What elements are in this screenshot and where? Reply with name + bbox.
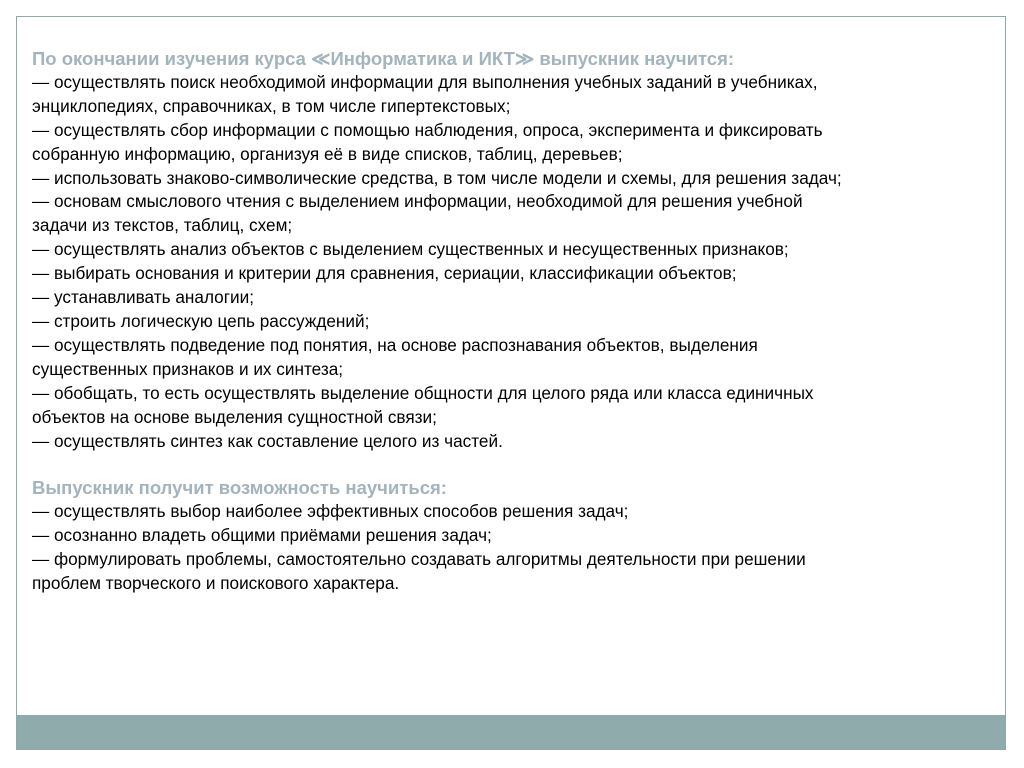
section2-line: — осуществлять выбор наиболее эффективных способов решения задач;: [32, 501, 629, 522]
section1-line: — устанавливать аналогии;: [32, 287, 254, 308]
section2-line: проблем творческого и поискового характера.: [32, 573, 400, 594]
slide-content: [32, 47, 994, 596]
section-spacer: [32, 453, 994, 476]
section2-line: — формулировать проблемы, самостоятельно создавать алгоритмы деятельности при решении: [32, 549, 806, 570]
section1-line: — строить логическую цепь рассуждений;: [32, 310, 370, 331]
section1-heading: По окончании изучения курса ≪Информатика и ИКТ≫ выпускник научится:: [32, 48, 735, 69]
section1-line: — выбирать основания и критерии для сравнения, сериации, классификации объектов;: [32, 263, 737, 284]
section1-line: — осуществлять сбор информации с помощью наблюдения, опроса, эксперимента и фиксировать: [32, 119, 823, 140]
section1-line: — основам смыслового чтения с выделением информации, необходимой для решения учебной: [32, 191, 803, 212]
section1-line: существенных признаков и их синтеза;: [32, 358, 344, 379]
section1-line: — использовать знаково-символические средства, в том числе модели и схемы, для решения задач;: [32, 167, 842, 188]
section1-line: собранную информацию, организуя её в виде списков, таблиц, деревьев;: [32, 143, 623, 164]
section1-line: — осуществлять подведение под понятия, на основе распознавания объектов, выделения: [32, 334, 758, 355]
section1-line: — осуществлять синтез как составление целого из частей.: [32, 430, 503, 451]
section1-line: — обобщать, то есть осуществлять выделение общности для целого ряда или класса единичных: [32, 382, 814, 403]
section1-line: задачи из текстов, таблиц, схем;: [32, 215, 293, 236]
footer-bar: [17, 715, 1005, 749]
section1-line: — осуществлять анализ объектов с выделением существенных и несущественных признаков;: [32, 239, 789, 260]
section1-line: объектов на основе выделения сущностной связи;: [32, 406, 437, 427]
section2-heading: Выпускник получит возможность научиться:: [32, 477, 447, 499]
section2-line: — осознанно владеть общими приёмами решения задач;: [32, 525, 492, 546]
slide: [16, 16, 1006, 750]
section1-line: — осуществлять поиск необходимой информации для выполнения учебных заданий в учебниках,: [32, 71, 818, 92]
section1-line: энциклопедиях, справочниках, в том числе гипертекстовых;: [32, 95, 511, 116]
